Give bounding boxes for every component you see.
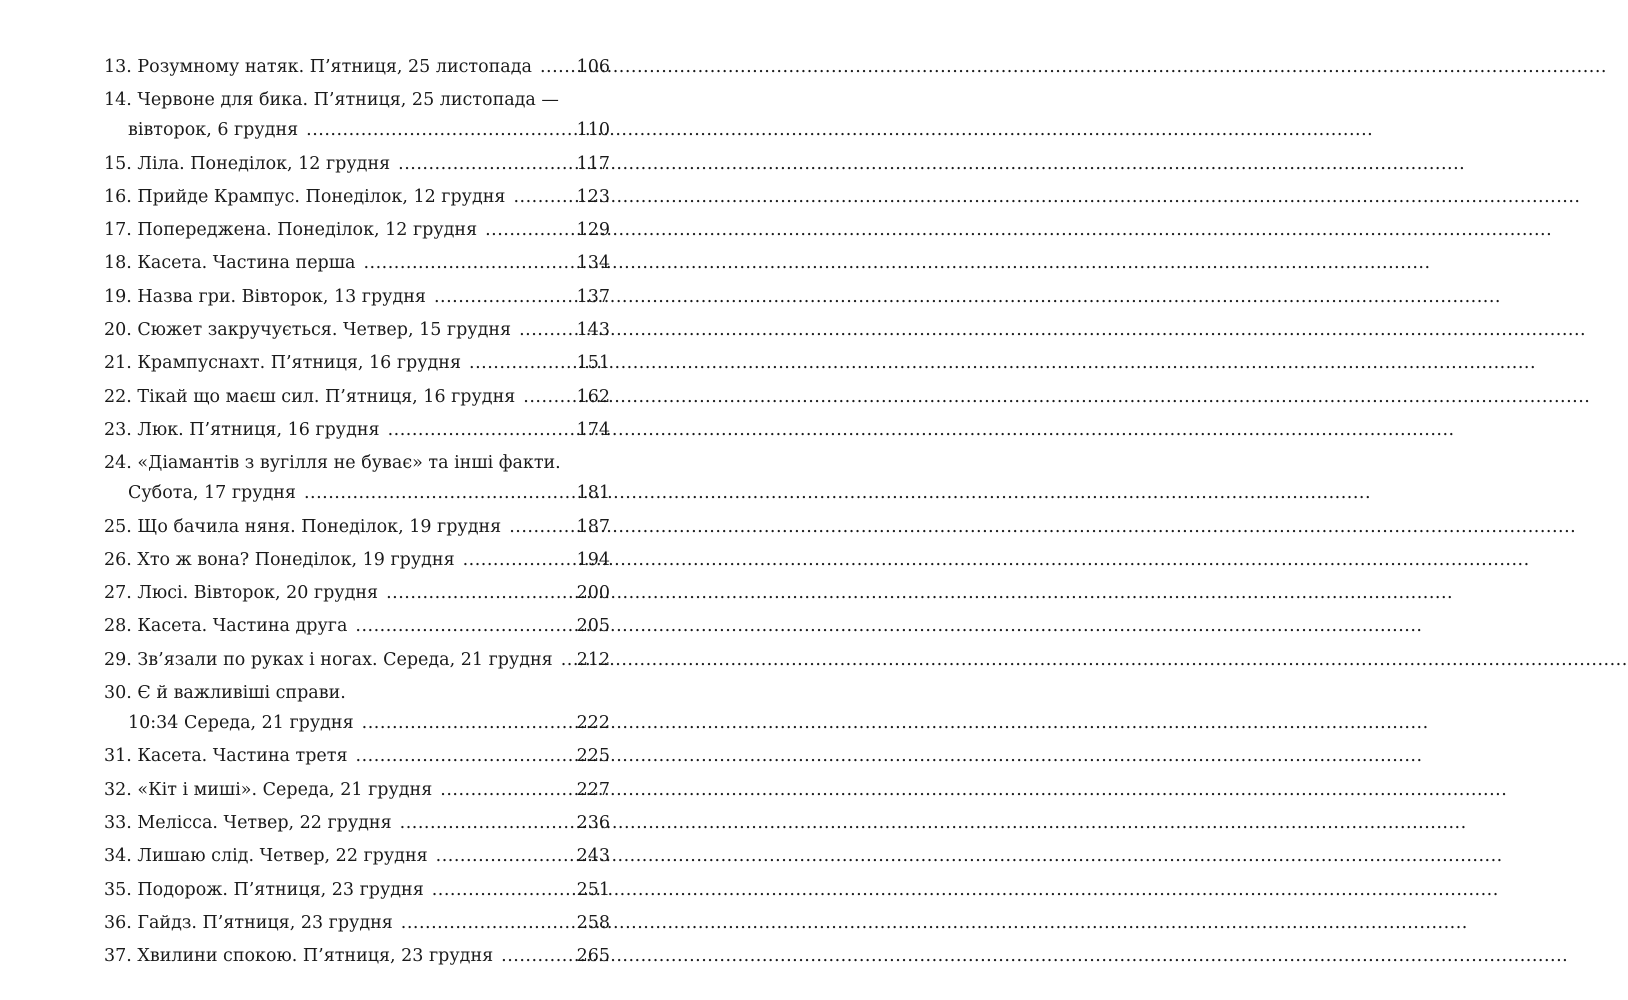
toc-entry-line (104, 875, 610, 905)
toc-entry-line (104, 611, 610, 641)
toc-entry-line (104, 512, 610, 542)
dot-leader (463, 545, 573, 575)
toc-entry-title: 29. Зв’язали по руках і ногах. Середа, 21 грудня (104, 649, 553, 670)
toc-entry-title: 28. Касета. Частина друга (104, 616, 348, 637)
dot-leader (401, 908, 573, 938)
toc-entry (104, 85, 610, 145)
toc-entry (104, 775, 610, 805)
toc-page-number: 137 (576, 286, 610, 307)
toc-entry (104, 248, 610, 278)
toc-entry (104, 315, 610, 345)
toc-entry-title: Субота, 17 грудня (128, 483, 296, 504)
toc-page-number: 181 (576, 483, 610, 504)
toc-entry-title: 18. Касета. Частина перша (104, 253, 356, 274)
toc-entry-line (104, 708, 610, 738)
toc-entry (104, 545, 610, 575)
toc-entry-line (104, 741, 610, 771)
toc-entry-line (104, 415, 610, 445)
toc-entry (104, 941, 610, 971)
toc-entry (104, 182, 610, 212)
dot-leader (306, 115, 572, 145)
toc-entry (104, 149, 610, 179)
toc-entry-title: 20. Сюжет закручується. Четвер, 15 грудня (104, 320, 512, 341)
toc-entry-line (104, 448, 610, 478)
dot-leader (304, 478, 573, 508)
toc-entry-title: 37. Хвилини спокою. П’ятниця, 23 грудня (104, 946, 494, 967)
toc-page-number: 151 (576, 353, 610, 374)
toc-entry (104, 382, 610, 412)
toc-entry-line (104, 149, 610, 179)
table-of-contents (104, 52, 610, 974)
toc-entry-line (104, 808, 610, 838)
toc-entry (104, 611, 610, 641)
dot-leader (436, 841, 573, 871)
dot-leader (432, 875, 573, 905)
dot-leader (388, 415, 573, 445)
toc-entry-title: 27. Люсі. Вівторок, 20 грудня (104, 583, 379, 604)
toc-entry (104, 52, 610, 82)
toc-entry (104, 282, 610, 312)
toc-entry-title: 22. Тікай що маєш сил. П’ятниця, 16 грудня (104, 386, 516, 407)
dot-leader (386, 578, 573, 608)
toc-entry-title: 14. Червоне для бика. П’ятниця, 25 листопада — (104, 90, 559, 111)
toc-entry (104, 808, 610, 838)
toc-entry-line (104, 841, 610, 871)
toc-page-number: 200 (576, 583, 610, 604)
toc-entry-title: 32. «Кіт і миші». Середа, 21 грудня (104, 779, 433, 800)
toc-entry-line (104, 115, 610, 145)
dot-leader (509, 512, 572, 542)
dot-leader (519, 315, 573, 345)
toc-page-number: 187 (576, 516, 610, 537)
toc-entry-line (104, 908, 610, 938)
toc-entry-title: 33. Мелісса. Четвер, 22 грудня (104, 812, 392, 833)
dot-leader (355, 611, 572, 641)
toc-entry (104, 875, 610, 905)
toc-entry (104, 415, 610, 445)
toc-page-number: 129 (576, 220, 610, 241)
toc-page-number: 162 (576, 386, 610, 407)
toc-entry-title: 16. Прийде Крампус. Понеділок, 12 грудня (104, 186, 506, 207)
dot-leader (356, 741, 573, 771)
toc-page-number: 123 (576, 186, 610, 207)
dot-leader (485, 215, 572, 245)
toc-entry-title: 24. «Діамантів з вугілля не буває» та інші факти. (104, 453, 561, 474)
toc-page-number: 243 (576, 846, 610, 867)
toc-entry-line (104, 478, 610, 508)
toc-page-number: 236 (576, 812, 610, 833)
dot-leader (398, 149, 572, 179)
toc-page-number: 134 (576, 253, 610, 274)
dot-leader (440, 775, 572, 805)
toc-page-number: 212 (576, 649, 611, 670)
toc-entry-title: 17. Попереджена. Понеділок, 12 грудня (104, 220, 478, 241)
toc-entry-line (104, 678, 610, 708)
toc-entry-line (104, 545, 610, 575)
toc-page-number: 194 (576, 549, 610, 570)
toc-entry (104, 741, 610, 771)
toc-entry-title: 13. Розумному натяк. П’ятниця, 25 листопада (104, 57, 532, 77)
toc-entry (104, 578, 610, 608)
toc-page-number: 265 (576, 946, 610, 967)
toc-page-number: 143 (576, 320, 610, 341)
toc-entry-line (104, 941, 610, 971)
toc-entry-title: 21. Крампуснахт. П’ятниця, 16 грудня (104, 353, 461, 374)
toc-page-number: 174 (576, 419, 610, 440)
toc-entry-line (104, 52, 610, 82)
dot-leader (363, 248, 572, 278)
toc-entry-line (104, 85, 610, 115)
toc-entry-title: 35. Подорож. П’ятниця, 23 грудня (104, 879, 424, 900)
toc-entry (104, 448, 610, 508)
toc-entry-line (104, 182, 610, 212)
toc-entry-title: вівторок, 6 грудня (128, 120, 299, 141)
toc-page-number: 110 (576, 120, 610, 141)
dot-leader (523, 382, 572, 412)
toc-entry (104, 512, 610, 542)
toc-entry-title: 19. Назва гри. Вівторок, 13 грудня (104, 286, 426, 307)
dot-leader (513, 182, 572, 212)
toc-entry-title: 30. Є й важливіші справи. (104, 683, 346, 704)
toc-entry-title: 26. Хто ж вона? Понеділок, 19 грудня (104, 549, 455, 570)
toc-entry-title: 15. Ліла. Понеділок, 12 грудня (104, 153, 391, 174)
toc-entry (104, 348, 610, 378)
dot-leader (400, 808, 573, 838)
dot-leader (362, 708, 573, 738)
toc-entry-title: 10:34 Середа, 21 грудня (128, 713, 354, 734)
dot-leader (434, 282, 573, 312)
toc-entry-line (104, 578, 610, 608)
toc-entry-line (104, 382, 610, 412)
dot-leader (501, 941, 572, 971)
toc-page-number: 251 (576, 879, 610, 900)
toc-page-number: 225 (576, 746, 610, 767)
toc-entry-title: 23. Люк. П’ятниця, 16 грудня (104, 419, 380, 440)
toc-entry (104, 215, 610, 245)
toc-page-number: 205 (576, 616, 610, 637)
toc-entry-title: 36. Гайдз. П’ятниця, 23 грудня (104, 912, 393, 933)
toc-entry-title: 34. Лишаю слід. Четвер, 22 грудня (104, 846, 428, 867)
dot-leader (469, 348, 573, 378)
dot-leader (561, 645, 573, 675)
toc-page-number: 227 (576, 779, 610, 800)
toc-page-number: 222 (576, 713, 610, 734)
toc-page-number: 258 (576, 912, 610, 933)
toc-page-number: 106 (576, 57, 610, 77)
toc-entry (104, 841, 610, 871)
toc-entry (104, 908, 610, 938)
toc-page-number: 117 (576, 153, 610, 174)
toc-entry-title: 31. Касета. Частина третя (104, 746, 348, 767)
dot-leader (540, 52, 573, 82)
toc-entry-line (104, 645, 610, 675)
toc-entry-line (104, 248, 610, 278)
toc-entry-line (104, 215, 610, 245)
toc-entry (104, 678, 610, 738)
toc-entry-line (104, 348, 610, 378)
toc-entry (104, 645, 610, 675)
toc-entry-line (104, 282, 610, 312)
toc-entry-line (104, 315, 610, 345)
toc-entry-line (104, 775, 610, 805)
toc-entry-title: 25. Що бачила няня. Понеділок, 19 грудня (104, 516, 502, 537)
